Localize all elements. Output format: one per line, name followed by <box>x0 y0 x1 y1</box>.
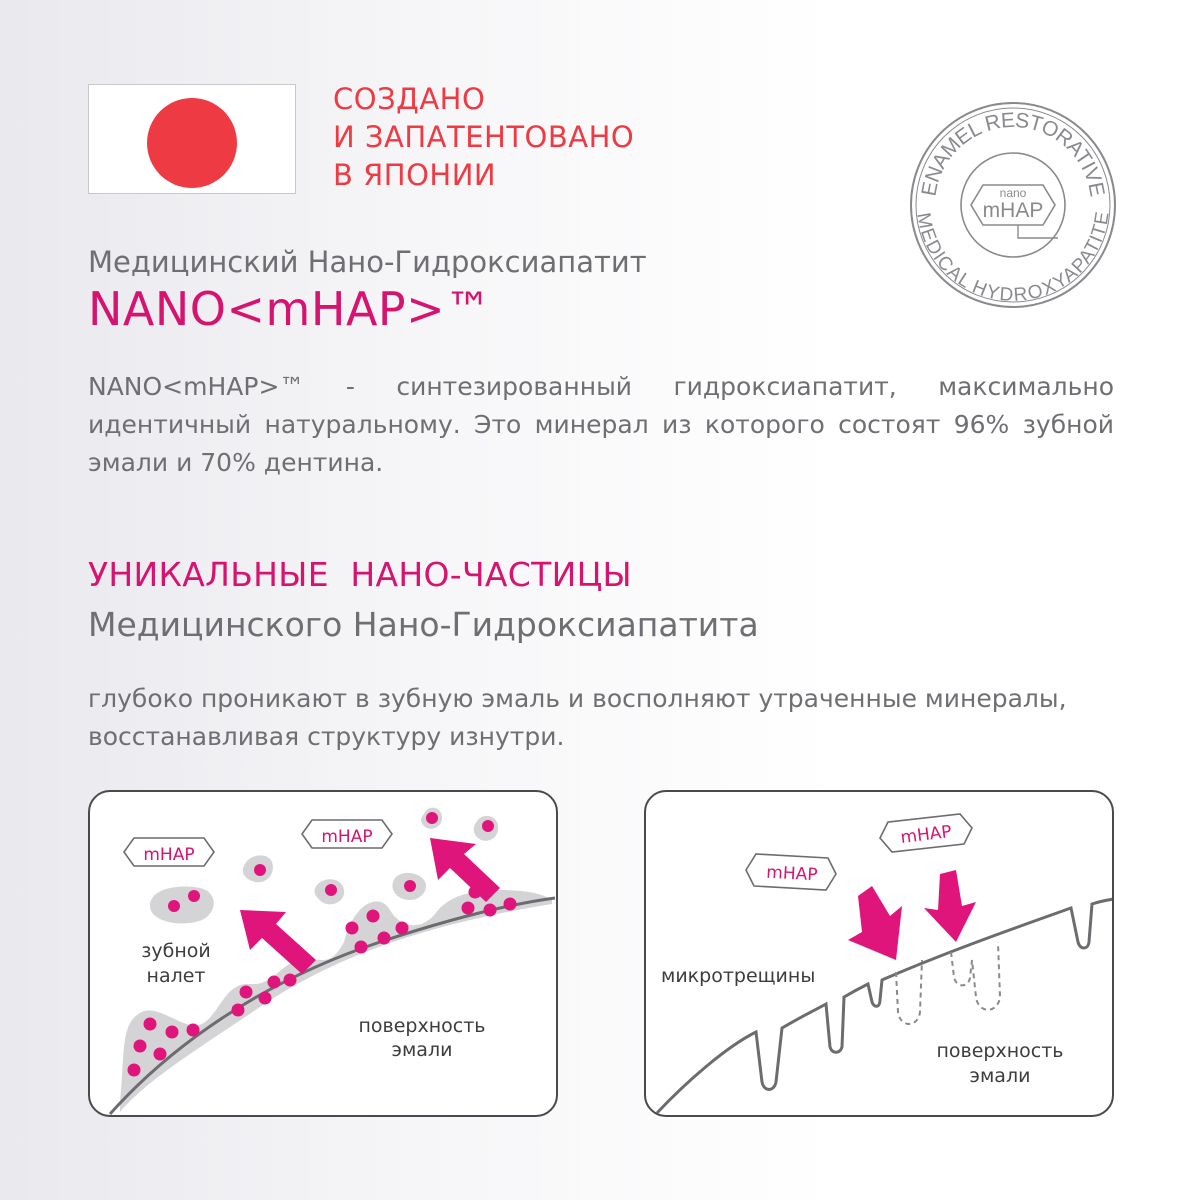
left-surface-label-line-2: эмали <box>391 1039 453 1061</box>
left-tag-2: mHAP <box>321 827 373 847</box>
unique-subtitle: Медицинского Нано-Гидроксиапатита <box>88 605 759 644</box>
right-tag-2: mHAP <box>899 821 953 849</box>
left-tag-1: mHAP <box>143 845 195 865</box>
right-surface-label-line-1: поверхность <box>936 1040 1064 1062</box>
enamel-restorative-seal <box>908 100 1118 310</box>
seal-mhap-text: mHAP <box>982 199 1044 222</box>
unique-title: УНИКАЛЬНЫЕ НАНО-ЧАСТИЦЫ <box>88 555 632 594</box>
intro-description: NANO<mHAP>™ - синтезированный гидроксиапатит, максимально идентичный натуральному. Это минерал из которого состоят 96% зубной эмали и 70% дентина. <box>88 372 1114 477</box>
left-surface-label-line-1: поверхность <box>358 1015 486 1037</box>
intro-subtitle: Медицинский Нано-Гидроксиапатит <box>88 245 647 279</box>
plaque-label-line-1: зубной <box>141 940 211 962</box>
unique-description: глубоко проникают в зубную эмаль и восполняют утраченные минералы, восстанавливая структуру изнутри. <box>88 684 1067 751</box>
created-in-japan-text <box>333 80 663 194</box>
seal-nano-text: nano <box>999 186 1027 200</box>
right-tag-1: mHAP <box>765 862 819 886</box>
brand-title: NANO<mHAP>™ <box>88 282 492 336</box>
right-surface-label-line-2: эмали <box>969 1065 1031 1087</box>
microcrack-repair-diagram <box>644 790 1114 1117</box>
created-line-2: И ЗАПАТЕНТОВАНО <box>333 120 635 154</box>
japan-flag <box>88 84 296 194</box>
plaque-label-line-2: налет <box>146 965 206 987</box>
seal-bottom-text: MEDICAL HYDROXYAPATITE <box>912 211 1114 307</box>
plaque-removal-diagram <box>88 790 558 1117</box>
flag-red-circle <box>147 98 237 188</box>
created-line-3: В ЯПОНИИ <box>333 158 497 192</box>
seal-top-text: ENAMEL RESTORATIVE <box>917 108 1109 198</box>
microcracks-label: микротрещины <box>661 965 816 987</box>
created-line-1: СОЗДАНО <box>333 82 486 116</box>
